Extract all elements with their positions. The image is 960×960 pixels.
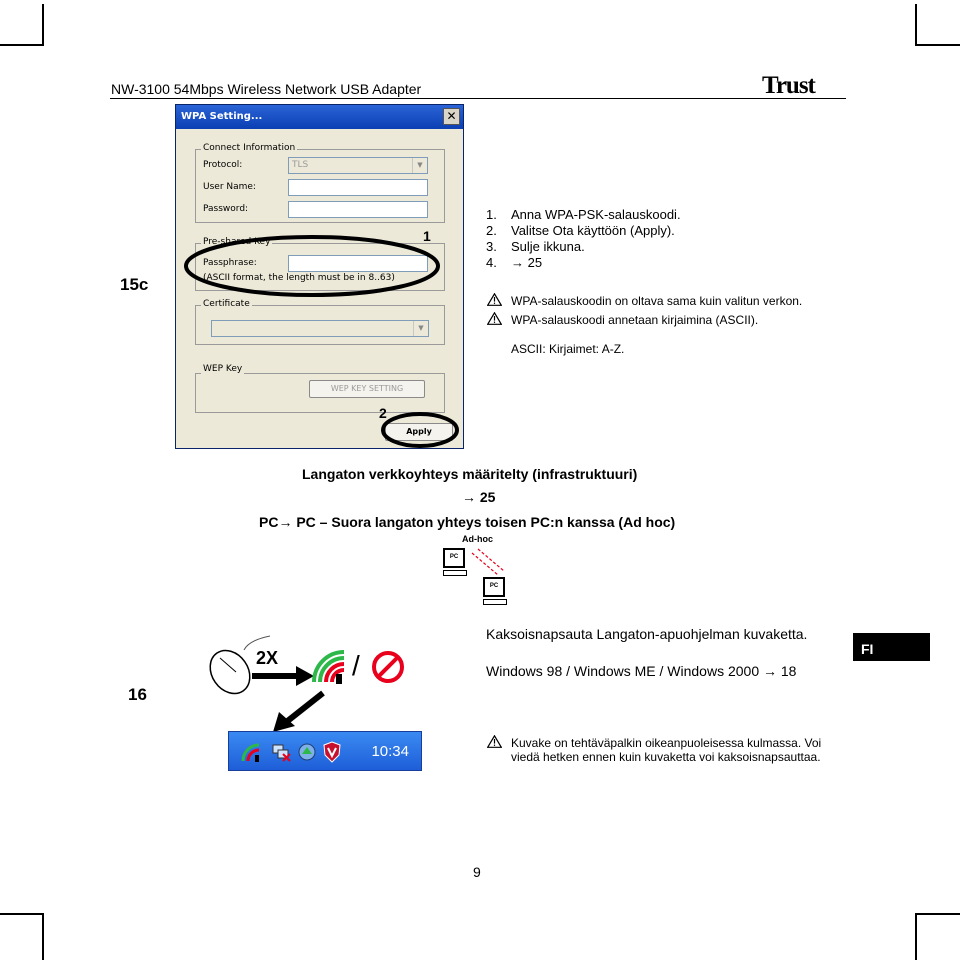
user-name-label: User Name: <box>203 182 256 192</box>
arrow-down-left-icon <box>271 690 327 734</box>
passphrase-highlight-ellipse <box>186 237 438 295</box>
wireless-link-arrows <box>438 533 520 611</box>
tray-antivirus-icon[interactable] <box>323 741 341 763</box>
apply-button[interactable]: Apply <box>385 423 453 441</box>
close-icon[interactable]: ✕ <box>443 108 460 125</box>
adhoc-title: Ad-hoc <box>462 534 493 544</box>
window-title: WPA Setting... <box>176 105 463 129</box>
pc-label: PC <box>449 554 459 560</box>
password-label: Password: <box>203 204 249 214</box>
warning-text: WPA-salauskoodi annetaan kirjaimina (ASCII). <box>511 313 759 327</box>
wep-key-title: WEP Key <box>203 364 243 374</box>
apply-highlight-ellipse <box>383 414 457 446</box>
preshared-key-title: Pre-shared Key <box>203 237 271 247</box>
infrastructure-text: Langaton verkkoyhteys määritelty (infrastruktuuri) <box>302 466 638 482</box>
chevron-down-icon: ▼ <box>413 321 428 336</box>
tray-app-icon[interactable] <box>297 742 317 762</box>
instruction-item: 4. → 25 <box>486 255 543 270</box>
goto-25: → 25 <box>462 489 496 505</box>
protocol-label: Protocol: <box>203 160 243 170</box>
instruction-list <box>486 207 681 271</box>
step-label-16: 16 <box>128 685 147 704</box>
chevron-down-icon: ▼ <box>412 158 427 173</box>
warning-icon <box>487 293 502 306</box>
connect-information-title: Connect Information <box>203 143 296 153</box>
passphrase-hint: (ASCII format, the length must be in 8..63) <box>203 273 395 283</box>
warning-icon <box>487 735 502 748</box>
trust-logo: Trust <box>762 72 815 99</box>
no-signal-icon <box>371 650 405 684</box>
tray-warning-text: Kuvake on tehtäväpalkin oikeanpuoleisessa kulmassa. Voi viedä hetken ennen kuin kuvaketta voi kaksoisnapsauttaa. <box>511 736 822 764</box>
windows-versions-text: Windows 98 / Windows ME / Windows 2000 → 18 <box>486 663 797 679</box>
wep-key-setting-button[interactable]: WEP KEY SETTING <box>309 380 425 398</box>
protocol-value: TLS <box>292 160 309 170</box>
document-title: NW-3100 54Mbps Wireless Network USB Adapter <box>111 81 422 97</box>
ascii-note: ASCII: Kirjaimet: A-Z. <box>511 342 625 356</box>
tray-wireless-icon[interactable] <box>241 741 263 763</box>
instruction-item: 1. Anna WPA-PSK-salauskoodi. <box>486 207 681 222</box>
callout-2: 2 <box>379 405 387 421</box>
tray-clock[interactable]: 10:34 <box>371 743 409 760</box>
callout-1: 1 <box>423 228 431 244</box>
double-click-instruction: Kaksoisnapsauta Langaton-apuohjelman kuvaketta. <box>486 626 808 642</box>
pc-label: PC <box>489 583 499 589</box>
system-tray <box>228 731 422 771</box>
adhoc-text: PC→ PC – Suora langaton yhteys toisen PC:n kanssa (Ad hoc) <box>259 514 676 530</box>
certificate-title: Certificate <box>203 299 250 309</box>
adhoc-diagram <box>438 533 520 611</box>
language-tab: FI <box>853 633 930 661</box>
warning-text: WPA-salauskoodin on oltava sama kuin valitun verkon. <box>511 294 803 308</box>
step-label-15c: 15c <box>120 275 149 294</box>
passphrase-label: Passphrase: <box>203 258 257 268</box>
wireless-signal-icon <box>310 644 348 684</box>
arrow-right-icon <box>252 664 314 688</box>
double-click-label: 2X <box>256 648 279 668</box>
tray-network-icon[interactable] <box>271 742 291 762</box>
instruction-item: 2. Valitse Ota käyttöön (Apply). <box>486 223 675 238</box>
instruction-item: 3. Sulje ikkuna. <box>486 239 585 254</box>
page-number: 9 <box>473 864 481 880</box>
warning-icon <box>487 312 502 325</box>
separator-slash: / <box>352 650 360 681</box>
